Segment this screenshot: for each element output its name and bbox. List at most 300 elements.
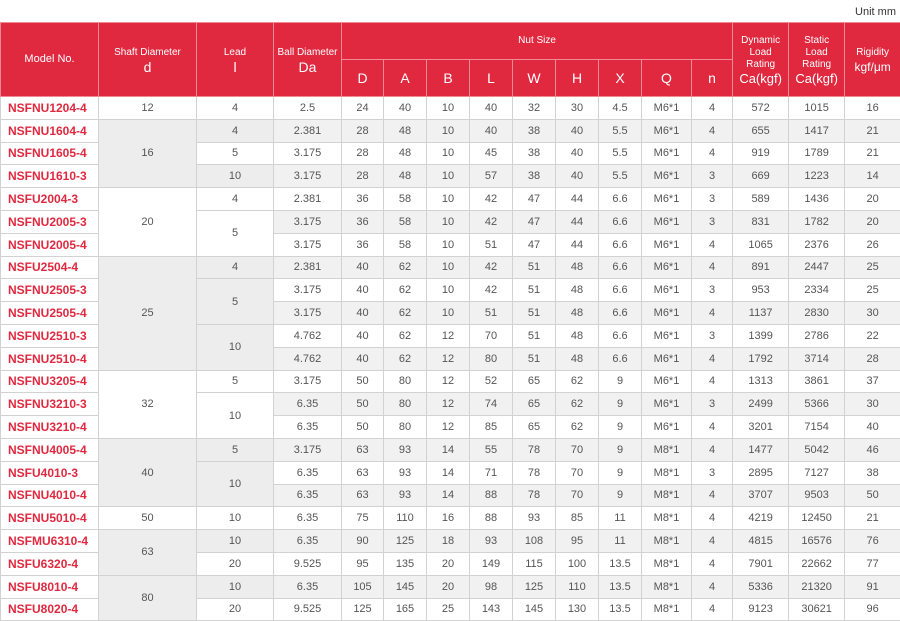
cell-X: 6.6 bbox=[599, 256, 642, 279]
model-cell: NSFU2504-4 bbox=[1, 256, 99, 279]
cell-D: 40 bbox=[342, 279, 384, 302]
cell-n: 3 bbox=[692, 188, 733, 211]
cell-H: 44 bbox=[556, 233, 599, 256]
cell-n: 3 bbox=[692, 393, 733, 416]
header-nut-size: Nut Size bbox=[342, 23, 733, 60]
cell-X: 6.6 bbox=[599, 210, 642, 233]
cell-D: 50 bbox=[342, 393, 384, 416]
cell-D: 63 bbox=[342, 438, 384, 461]
cell-Q: M8*1 bbox=[642, 461, 692, 484]
cell-W: 78 bbox=[513, 438, 556, 461]
shaft-cell: 50 bbox=[99, 507, 197, 530]
cell-Q: M8*1 bbox=[642, 507, 692, 530]
cell-H: 30 bbox=[556, 97, 599, 120]
cell-H: 130 bbox=[556, 598, 599, 621]
lead-cell: 20 bbox=[197, 552, 274, 575]
cell-n: 3 bbox=[692, 165, 733, 188]
ball-cell: 4.762 bbox=[274, 324, 342, 347]
cell-B: 12 bbox=[427, 416, 470, 439]
ball-cell: 6.35 bbox=[274, 461, 342, 484]
cell-X: 13.5 bbox=[599, 598, 642, 621]
cell-W: 78 bbox=[513, 461, 556, 484]
header-shaft-diameter: Shaft Diameter d bbox=[99, 23, 197, 97]
cell-rig: 22 bbox=[845, 324, 900, 347]
cell-X: 4.5 bbox=[599, 97, 642, 120]
cell-H: 70 bbox=[556, 461, 599, 484]
cell-A: 125 bbox=[384, 530, 427, 553]
cell-B: 14 bbox=[427, 461, 470, 484]
cell-A: 135 bbox=[384, 552, 427, 575]
cell-X: 9 bbox=[599, 461, 642, 484]
cell-stat: 2830 bbox=[789, 302, 845, 325]
cell-W: 125 bbox=[513, 575, 556, 598]
header-static-load: Static Load Rating Ca(kgf) bbox=[789, 23, 845, 97]
cell-dyn: 572 bbox=[733, 97, 789, 120]
model-cell: NSFU2004-3 bbox=[1, 188, 99, 211]
cell-L: 55 bbox=[470, 438, 513, 461]
shaft-cell: 32 bbox=[99, 370, 197, 438]
lead-cell: 5 bbox=[197, 210, 274, 256]
cell-stat: 2447 bbox=[789, 256, 845, 279]
cell-H: 110 bbox=[556, 575, 599, 598]
cell-L: 40 bbox=[470, 119, 513, 142]
cell-L: 85 bbox=[470, 416, 513, 439]
model-cell: NSFMU6310-4 bbox=[1, 530, 99, 553]
cell-stat: 3714 bbox=[789, 347, 845, 370]
cell-W: 93 bbox=[513, 507, 556, 530]
cell-dyn: 7901 bbox=[733, 552, 789, 575]
cell-stat: 1436 bbox=[789, 188, 845, 211]
ball-cell: 9.525 bbox=[274, 552, 342, 575]
cell-W: 38 bbox=[513, 142, 556, 165]
shaft-cell: 80 bbox=[99, 575, 197, 621]
cell-L: 70 bbox=[470, 324, 513, 347]
ball-cell: 3.175 bbox=[274, 142, 342, 165]
ball-cell: 6.35 bbox=[274, 575, 342, 598]
table-row bbox=[1, 507, 900, 530]
cell-W: 65 bbox=[513, 370, 556, 393]
cell-L: 143 bbox=[470, 598, 513, 621]
cell-stat: 3861 bbox=[789, 370, 845, 393]
cell-stat: 7154 bbox=[789, 416, 845, 439]
cell-rig: 30 bbox=[845, 393, 900, 416]
cell-dyn: 3201 bbox=[733, 416, 789, 439]
cell-A: 48 bbox=[384, 119, 427, 142]
cell-W: 47 bbox=[513, 233, 556, 256]
cell-dyn: 4815 bbox=[733, 530, 789, 553]
cell-dyn: 1137 bbox=[733, 302, 789, 325]
cell-dyn: 1399 bbox=[733, 324, 789, 347]
cell-Q: M6*1 bbox=[642, 119, 692, 142]
cell-Q: M6*1 bbox=[642, 256, 692, 279]
cell-Q: M6*1 bbox=[642, 188, 692, 211]
cell-Q: M6*1 bbox=[642, 142, 692, 165]
cell-L: 45 bbox=[470, 142, 513, 165]
cell-n: 4 bbox=[692, 370, 733, 393]
cell-n: 4 bbox=[692, 233, 733, 256]
cell-H: 40 bbox=[556, 165, 599, 188]
lead-cell: 20 bbox=[197, 598, 274, 621]
header-nut-Q: Q bbox=[642, 60, 692, 97]
cell-W: 78 bbox=[513, 484, 556, 507]
model-cell: NSFNU1604-4 bbox=[1, 119, 99, 142]
cell-W: 115 bbox=[513, 552, 556, 575]
cell-A: 62 bbox=[384, 302, 427, 325]
cell-rig: 21 bbox=[845, 142, 900, 165]
cell-X: 9 bbox=[599, 484, 642, 507]
cell-Q: M6*1 bbox=[642, 97, 692, 120]
cell-B: 14 bbox=[427, 438, 470, 461]
cell-X: 6.6 bbox=[599, 279, 642, 302]
cell-B: 10 bbox=[427, 256, 470, 279]
header-nut-L: L bbox=[470, 60, 513, 97]
cell-rig: 46 bbox=[845, 438, 900, 461]
lead-cell: 5 bbox=[197, 438, 274, 461]
table-row bbox=[1, 575, 900, 598]
cell-dyn: 5336 bbox=[733, 575, 789, 598]
ball-cell: 3.175 bbox=[274, 233, 342, 256]
cell-A: 62 bbox=[384, 256, 427, 279]
cell-Q: M6*1 bbox=[642, 324, 692, 347]
cell-W: 51 bbox=[513, 324, 556, 347]
cell-dyn: 1065 bbox=[733, 233, 789, 256]
cell-rig: 40 bbox=[845, 416, 900, 439]
cell-n: 4 bbox=[692, 530, 733, 553]
cell-rig: 26 bbox=[845, 233, 900, 256]
cell-W: 51 bbox=[513, 347, 556, 370]
cell-A: 93 bbox=[384, 461, 427, 484]
cell-L: 52 bbox=[470, 370, 513, 393]
cell-stat: 16576 bbox=[789, 530, 845, 553]
cell-W: 32 bbox=[513, 97, 556, 120]
lead-cell: 4 bbox=[197, 119, 274, 142]
cell-A: 48 bbox=[384, 165, 427, 188]
cell-dyn: 669 bbox=[733, 165, 789, 188]
cell-n: 4 bbox=[692, 142, 733, 165]
cell-n: 4 bbox=[692, 507, 733, 530]
cell-B: 14 bbox=[427, 484, 470, 507]
cell-D: 75 bbox=[342, 507, 384, 530]
table-row bbox=[1, 119, 900, 142]
cell-stat: 1789 bbox=[789, 142, 845, 165]
cell-W: 51 bbox=[513, 302, 556, 325]
cell-D: 105 bbox=[342, 575, 384, 598]
header-nut-X: X bbox=[599, 60, 642, 97]
lead-cell: 10 bbox=[197, 507, 274, 530]
unit-label: Unit mm bbox=[855, 6, 896, 18]
model-cell: NSFU8010-4 bbox=[1, 575, 99, 598]
cell-D: 28 bbox=[342, 142, 384, 165]
cell-rig: 20 bbox=[845, 188, 900, 211]
cell-dyn: 919 bbox=[733, 142, 789, 165]
lead-cell: 10 bbox=[197, 324, 274, 370]
cell-Q: M6*1 bbox=[642, 302, 692, 325]
cell-W: 38 bbox=[513, 119, 556, 142]
model-cell: NSFNU2505-3 bbox=[1, 279, 99, 302]
cell-B: 10 bbox=[427, 142, 470, 165]
cell-W: 65 bbox=[513, 416, 556, 439]
cell-dyn: 589 bbox=[733, 188, 789, 211]
cell-n: 4 bbox=[692, 347, 733, 370]
table-row bbox=[1, 370, 900, 393]
header-nut-B: B bbox=[427, 60, 470, 97]
cell-L: 51 bbox=[470, 233, 513, 256]
cell-n: 4 bbox=[692, 97, 733, 120]
cell-n: 4 bbox=[692, 256, 733, 279]
cell-rig: 28 bbox=[845, 347, 900, 370]
cell-L: 42 bbox=[470, 256, 513, 279]
cell-D: 36 bbox=[342, 210, 384, 233]
cell-W: 51 bbox=[513, 279, 556, 302]
cell-stat: 12450 bbox=[789, 507, 845, 530]
cell-n: 3 bbox=[692, 461, 733, 484]
cell-rig: 30 bbox=[845, 302, 900, 325]
cell-A: 145 bbox=[384, 575, 427, 598]
model-cell: NSFNU2505-4 bbox=[1, 302, 99, 325]
cell-L: 88 bbox=[470, 484, 513, 507]
cell-L: 80 bbox=[470, 347, 513, 370]
cell-dyn: 2499 bbox=[733, 393, 789, 416]
cell-rig: 76 bbox=[845, 530, 900, 553]
cell-H: 40 bbox=[556, 142, 599, 165]
cell-n: 3 bbox=[692, 279, 733, 302]
cell-B: 10 bbox=[427, 233, 470, 256]
model-cell: NSFNU2510-3 bbox=[1, 324, 99, 347]
shaft-cell: 20 bbox=[99, 188, 197, 256]
cell-stat: 1223 bbox=[789, 165, 845, 188]
cell-dyn: 1477 bbox=[733, 438, 789, 461]
cell-D: 36 bbox=[342, 233, 384, 256]
cell-H: 48 bbox=[556, 256, 599, 279]
table-row bbox=[1, 188, 900, 211]
ball-cell: 6.35 bbox=[274, 416, 342, 439]
cell-Q: M8*1 bbox=[642, 484, 692, 507]
shaft-cell: 12 bbox=[99, 97, 197, 120]
cell-dyn: 953 bbox=[733, 279, 789, 302]
ball-cell: 3.175 bbox=[274, 370, 342, 393]
model-cell: NSFU8020-4 bbox=[1, 598, 99, 621]
cell-A: 80 bbox=[384, 370, 427, 393]
cell-D: 36 bbox=[342, 188, 384, 211]
cell-Q: M6*1 bbox=[642, 416, 692, 439]
cell-H: 62 bbox=[556, 370, 599, 393]
cell-n: 4 bbox=[692, 438, 733, 461]
cell-X: 6.6 bbox=[599, 302, 642, 325]
table-row bbox=[1, 256, 900, 279]
cell-B: 20 bbox=[427, 575, 470, 598]
cell-L: 74 bbox=[470, 393, 513, 416]
ball-cell: 6.35 bbox=[274, 530, 342, 553]
cell-L: 42 bbox=[470, 279, 513, 302]
cell-B: 20 bbox=[427, 552, 470, 575]
header-nut-H: H bbox=[556, 60, 599, 97]
cell-W: 38 bbox=[513, 165, 556, 188]
cell-Q: M6*1 bbox=[642, 393, 692, 416]
cell-dyn: 9123 bbox=[733, 598, 789, 621]
ball-cell: 3.175 bbox=[274, 438, 342, 461]
cell-dyn: 1313 bbox=[733, 370, 789, 393]
cell-W: 65 bbox=[513, 393, 556, 416]
cell-L: 57 bbox=[470, 165, 513, 188]
lead-cell: 5 bbox=[197, 142, 274, 165]
cell-A: 165 bbox=[384, 598, 427, 621]
cell-X: 13.5 bbox=[599, 552, 642, 575]
cell-H: 44 bbox=[556, 210, 599, 233]
cell-n: 4 bbox=[692, 119, 733, 142]
cell-rig: 21 bbox=[845, 119, 900, 142]
shaft-cell: 16 bbox=[99, 119, 197, 187]
ball-cell: 6.35 bbox=[274, 507, 342, 530]
cell-stat: 1782 bbox=[789, 210, 845, 233]
model-cell: NSFNU3205-4 bbox=[1, 370, 99, 393]
cell-stat: 1417 bbox=[789, 119, 845, 142]
cell-Q: M6*1 bbox=[642, 165, 692, 188]
cell-dyn: 891 bbox=[733, 256, 789, 279]
cell-n: 4 bbox=[692, 598, 733, 621]
cell-X: 6.6 bbox=[599, 324, 642, 347]
cell-X: 11 bbox=[599, 507, 642, 530]
cell-A: 80 bbox=[384, 393, 427, 416]
cell-stat: 30621 bbox=[789, 598, 845, 621]
cell-stat: 2376 bbox=[789, 233, 845, 256]
cell-D: 50 bbox=[342, 416, 384, 439]
cell-D: 40 bbox=[342, 347, 384, 370]
cell-D: 40 bbox=[342, 256, 384, 279]
model-cell: NSFNU1610-3 bbox=[1, 165, 99, 188]
cell-D: 28 bbox=[342, 165, 384, 188]
cell-L: 42 bbox=[470, 188, 513, 211]
cell-rig: 16 bbox=[845, 97, 900, 120]
cell-W: 145 bbox=[513, 598, 556, 621]
model-cell: NSFU4010-3 bbox=[1, 461, 99, 484]
cell-X: 11 bbox=[599, 530, 642, 553]
cell-rig: 96 bbox=[845, 598, 900, 621]
cell-stat: 22662 bbox=[789, 552, 845, 575]
cell-H: 48 bbox=[556, 279, 599, 302]
header-nut-A: A bbox=[384, 60, 427, 97]
model-cell: NSFNU5010-4 bbox=[1, 507, 99, 530]
cell-n: 4 bbox=[692, 484, 733, 507]
cell-X: 6.6 bbox=[599, 233, 642, 256]
cell-Q: M6*1 bbox=[642, 210, 692, 233]
lead-cell: 4 bbox=[197, 188, 274, 211]
cell-rig: 77 bbox=[845, 552, 900, 575]
ball-cell: 3.175 bbox=[274, 279, 342, 302]
table-row bbox=[1, 530, 900, 553]
cell-stat: 2334 bbox=[789, 279, 845, 302]
cell-dyn: 3707 bbox=[733, 484, 789, 507]
cell-A: 48 bbox=[384, 142, 427, 165]
cell-A: 62 bbox=[384, 324, 427, 347]
ball-cell: 9.525 bbox=[274, 598, 342, 621]
header-nut-n: n bbox=[692, 60, 733, 97]
cell-D: 95 bbox=[342, 552, 384, 575]
cell-stat: 5042 bbox=[789, 438, 845, 461]
cell-X: 13.5 bbox=[599, 575, 642, 598]
cell-L: 88 bbox=[470, 507, 513, 530]
header-model: Model No. bbox=[1, 23, 99, 97]
cell-L: 42 bbox=[470, 210, 513, 233]
cell-H: 95 bbox=[556, 530, 599, 553]
cell-dyn: 2895 bbox=[733, 461, 789, 484]
cell-A: 80 bbox=[384, 416, 427, 439]
cell-D: 50 bbox=[342, 370, 384, 393]
lead-cell: 4 bbox=[197, 97, 274, 120]
cell-Q: M8*1 bbox=[642, 598, 692, 621]
cell-X: 6.6 bbox=[599, 188, 642, 211]
cell-X: 5.5 bbox=[599, 165, 642, 188]
cell-H: 85 bbox=[556, 507, 599, 530]
cell-B: 10 bbox=[427, 210, 470, 233]
cell-rig: 50 bbox=[845, 484, 900, 507]
model-cell: NSFNU4005-4 bbox=[1, 438, 99, 461]
cell-Q: M8*1 bbox=[642, 575, 692, 598]
cell-stat: 9503 bbox=[789, 484, 845, 507]
cell-L: 93 bbox=[470, 530, 513, 553]
header-nut-D: D bbox=[342, 60, 384, 97]
cell-dyn: 4219 bbox=[733, 507, 789, 530]
ball-cell: 3.175 bbox=[274, 165, 342, 188]
cell-Q: M6*1 bbox=[642, 279, 692, 302]
cell-H: 40 bbox=[556, 119, 599, 142]
cell-stat: 2786 bbox=[789, 324, 845, 347]
cell-A: 93 bbox=[384, 438, 427, 461]
cell-Q: M8*1 bbox=[642, 552, 692, 575]
cell-D: 40 bbox=[342, 302, 384, 325]
cell-H: 48 bbox=[556, 302, 599, 325]
cell-W: 108 bbox=[513, 530, 556, 553]
cell-A: 58 bbox=[384, 188, 427, 211]
cell-B: 10 bbox=[427, 188, 470, 211]
cell-X: 9 bbox=[599, 416, 642, 439]
cell-n: 4 bbox=[692, 552, 733, 575]
cell-H: 62 bbox=[556, 416, 599, 439]
cell-L: 71 bbox=[470, 461, 513, 484]
cell-rig: 14 bbox=[845, 165, 900, 188]
cell-Q: M8*1 bbox=[642, 438, 692, 461]
cell-stat: 21320 bbox=[789, 575, 845, 598]
cell-n: 4 bbox=[692, 575, 733, 598]
header-dynamic-load: Dynamic Load Rating Ca(kgf) bbox=[733, 23, 789, 97]
ball-cell: 2.5 bbox=[274, 97, 342, 120]
cell-rig: 91 bbox=[845, 575, 900, 598]
ball-cell: 3.175 bbox=[274, 210, 342, 233]
cell-A: 62 bbox=[384, 347, 427, 370]
cell-A: 93 bbox=[384, 484, 427, 507]
lead-cell: 4 bbox=[197, 256, 274, 279]
cell-n: 4 bbox=[692, 302, 733, 325]
cell-B: 10 bbox=[427, 279, 470, 302]
cell-Q: M8*1 bbox=[642, 530, 692, 553]
cell-rig: 37 bbox=[845, 370, 900, 393]
cell-A: 40 bbox=[384, 97, 427, 120]
cell-A: 62 bbox=[384, 279, 427, 302]
cell-rig: 25 bbox=[845, 279, 900, 302]
cell-D: 63 bbox=[342, 484, 384, 507]
model-cell: NSFNU3210-4 bbox=[1, 416, 99, 439]
spec-table bbox=[0, 22, 900, 621]
model-cell: NSFNU2005-4 bbox=[1, 233, 99, 256]
ball-cell: 3.175 bbox=[274, 302, 342, 325]
cell-B: 25 bbox=[427, 598, 470, 621]
cell-H: 100 bbox=[556, 552, 599, 575]
cell-B: 10 bbox=[427, 302, 470, 325]
cell-A: 58 bbox=[384, 210, 427, 233]
shaft-cell: 25 bbox=[99, 256, 197, 370]
lead-cell: 10 bbox=[197, 530, 274, 553]
model-cell: NSFNU1605-4 bbox=[1, 142, 99, 165]
model-cell: NSFNU2005-3 bbox=[1, 210, 99, 233]
